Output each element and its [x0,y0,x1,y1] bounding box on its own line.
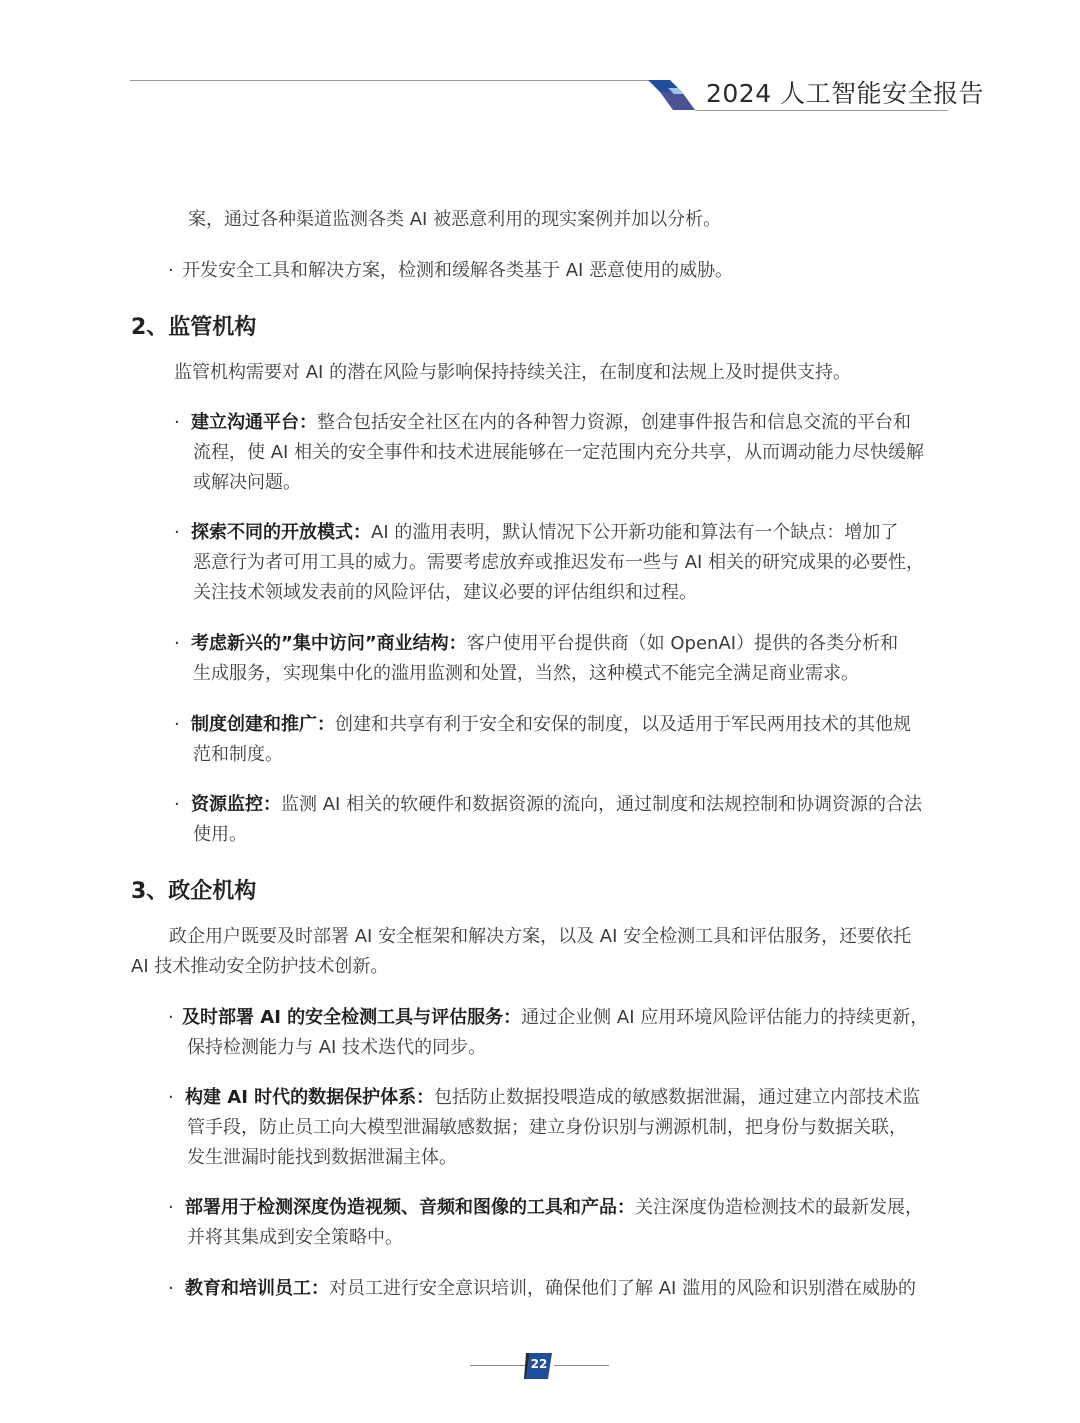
list-item-line: 部署用于检测深度伪造视频、音频和图像的工具和产品：关注深度伪造检测技术的最新发展， [185,1197,923,1218]
list-item-title: 资源监控： [191,794,281,815]
section-heading: 3、政企机构 [131,879,257,904]
list-item-title: 及时部署 AI 的安全检测工具与评估服务： [182,1007,522,1028]
section-intro: AI 技术推动安全防护技术创新。 [131,956,389,977]
bullet-dot-icon: · [174,522,180,543]
list-item-line: 或解决问题。 [193,472,301,493]
list-item-line: 及时部署 AI 的安全检测工具与评估服务：通过企业侧 AI 应用环境风险评估能力的持续更新， [182,1007,929,1028]
intro-continuation: 案，通过各种渠道监测各类 AI 被恶意利用的现实案例并加以分析。 [188,209,722,230]
bullet-dot-icon: · [174,633,180,654]
list-item-line: 生成服务，实现集中化的滥用监测和处置，当然，这种模式不能完全满足商业需求。 [193,663,859,684]
list-item-title: 制度创建和推广： [191,714,335,735]
list-item-line: 构建 AI 时代的数据保护体系：包括防止数据投喂造成的敏感数据泄漏，通过建立内部技术监 [185,1087,921,1108]
list-item-text: 开发安全工具和解决方案，检测和缓解各类基于 AI 恶意使用的威胁。 [182,260,734,281]
list-item-line: 考虑新兴的”集中访问”商业结构：客户使用平台提供商（如 OpenAI）提供的各类分析和 [191,633,899,654]
list-item-title: 部署用于检测深度伪造视频、音频和图像的工具和产品： [185,1197,635,1218]
footer-rule-right [554,1365,609,1366]
list-item-title: 构建 AI 时代的数据保护体系： [185,1087,435,1108]
list-item-line: 管手段，防止员工向大模型泄漏敏感数据；建立身份识别与溯源机制，把身份与数据关联， [187,1117,907,1138]
list-item-line: 建立沟通平台：整合包括安全社区在内的各种智力资源，创建事件报告和信息交流的平台和 [191,412,911,433]
list-item-line: 并将其集成到安全策略中。 [187,1227,403,1248]
section-heading: 2、监管机构 [131,315,257,340]
section-intro: 监管机构需要对 AI 的潜在风险与影响保持持续关注，在制度和法规上及时提供支持。 [174,362,852,383]
list-item-title: 教育和培训员工： [185,1278,329,1299]
bullet-dot-icon: · [168,1087,174,1108]
list-item-line: 范和制度。 [193,744,283,765]
list-item-line: 关注技术领域发表前的风险评估，建议必要的评估组织和过程。 [193,582,697,603]
footer-rule-left [470,1365,525,1366]
section-intro: 政企用户既要及时部署 AI 安全框架和解决方案，以及 AI 安全检测工具和评估服务，还要依托 [169,926,912,947]
page-number: 22 [530,1357,548,1371]
header-rule-right [695,110,948,111]
header-chevron-logo-icon [648,80,698,112]
list-item-line: 保持检测能力与 AI 技术迭代的同步。 [187,1037,487,1058]
list-item-title: 建立沟通平台： [191,412,317,433]
bullet-dot-icon: · [168,260,174,281]
list-item-line: 使用。 [193,824,247,845]
bullet-dot-icon: · [174,714,180,735]
list-item-title: 考虑新兴的”集中访问”商业结构： [191,633,467,654]
header-rule-left [130,80,660,81]
report-title: 2024 人工智能安全报告 [706,79,985,108]
bullet-dot-icon: · [168,1007,174,1028]
list-item-line: 教育和培训员工：对员工进行安全意识培训，确保他们了解 AI 滥用的风险和识别潜在威胁的 [185,1278,917,1299]
list-item-line: 发生泄漏时能找到数据泄漏主体。 [187,1147,457,1168]
list-item-line: 恶意行为者可用工具的威力。需要考虑放弃或推迟发布一些与 AI 相关的研究成果的必要性， [193,552,925,573]
list-item-line: 探索不同的开放模式：AI 的滥用表明，默认情况下公开新功能和算法有一个缺点：增加了 [191,522,899,543]
bullet-dot-icon: · [168,1197,174,1218]
bullet-dot-icon: · [174,794,180,815]
bullet-dot-icon: · [168,1278,174,1299]
list-item-line: 资源监控：监测 AI 相关的软硬件和数据资源的流向，通过制度和法规控制和协调资源的合法 [191,794,923,815]
list-item-line: 制度创建和推广：创建和共享有利于安全和安保的制度，以及适用于军民两用技术的其他规 [191,714,911,735]
bullet-dot-icon: · [174,412,180,433]
list-item-line: 流程，使 AI 相关的安全事件和技术进展能够在一定范围内充分共享，从而调动能力尽快缓解 [193,442,925,463]
list-item-title: 探索不同的开放模式： [191,522,371,543]
